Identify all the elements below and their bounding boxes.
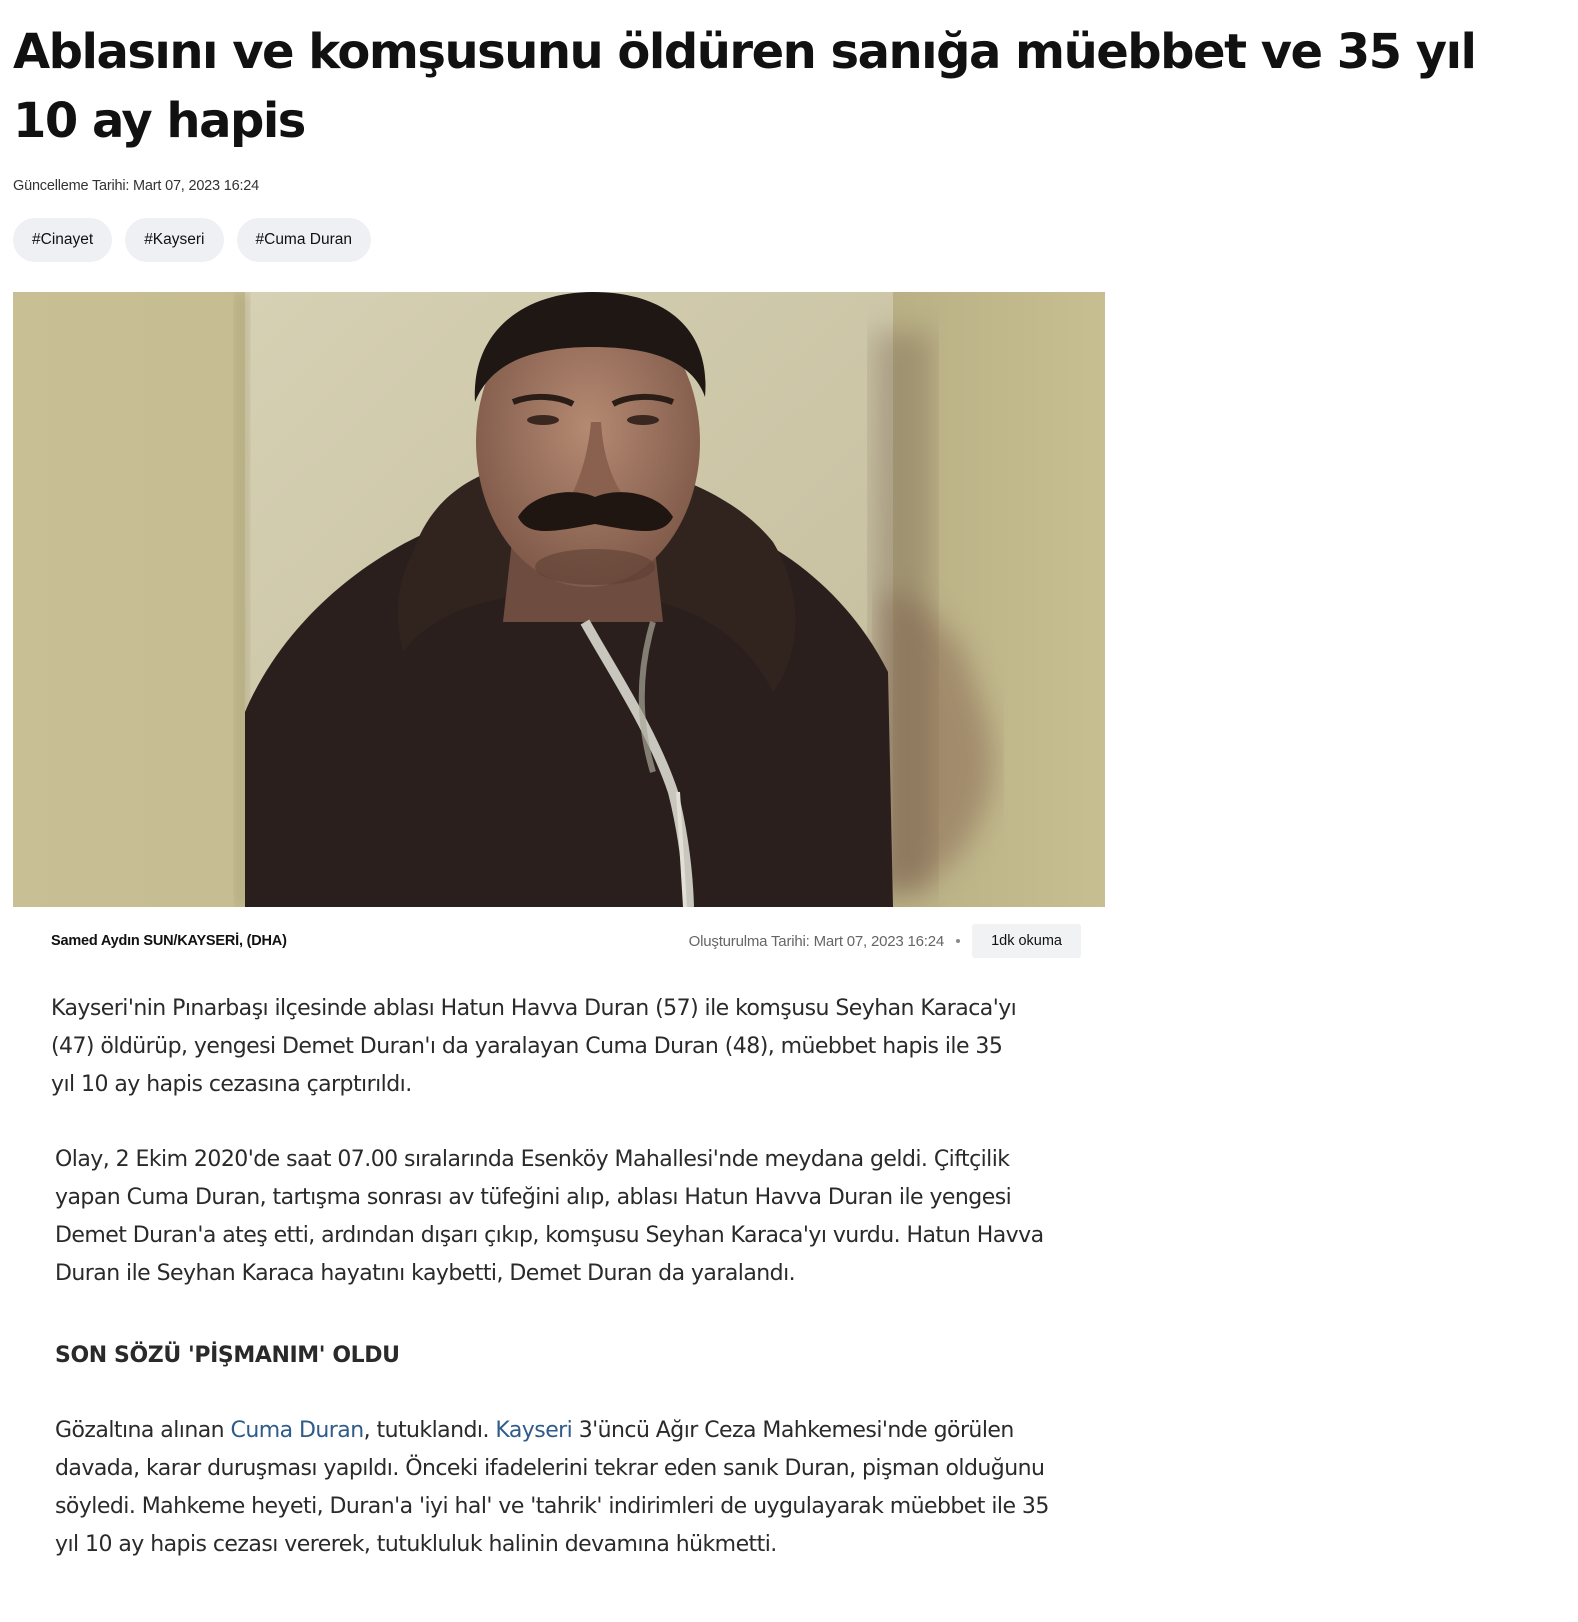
- article-body: [13, 990, 1113, 1564]
- meta-right: [689, 924, 1081, 958]
- paragraph-2: Olay, 2 Ekim 2020'de saat 07.00 sıralarında Esenköy Mahallesi'nde meydana geldi. Çiftçilik yapan Cuma Duran, tartışma sonrası av tüfeğini alıp, ablası Hatun Havva Duran ile yengesi Demet Duran'a ateş etti, ardından dışarı çıkıp, komşusu Seyhan Karaca'yı vurdu. Hatun Havva Duran ile Seyhan Karaca hayatını kaybetti, Demet Duran da yaralandı.: [55, 1147, 1044, 1286]
- hero-photo: [13, 292, 1105, 907]
- created-date: Oluşturulma Tarihi: Mart 07, 2023 16:24: [688, 932, 945, 950]
- link-kayseri[interactable]: Kayseri: [495, 1418, 573, 1443]
- section-subheading: SON SÖZÜ 'PİŞMANIM' OLDU: [55, 1343, 400, 1368]
- paragraph-1: Kayseri'nin Pınarbaşı ilçesinde ablası Hatun Havva Duran (57) ile komşusu Seyhan Karaca'yı (47) öldürüp, yengesi Demet Duran'ı da yaralayan Cuma Duran (48), müebbet hapis ile 35 yıl 10 ay hapis cezasına çarptırıldı.: [51, 996, 1017, 1097]
- separator-dot: [956, 939, 960, 943]
- read-time-badge: 1dk okuma: [972, 924, 1081, 958]
- link-cuma-duran[interactable]: Cuma Duran: [230, 1418, 364, 1443]
- paragraph-3-text-1: Gözaltına alınan: [55, 1418, 231, 1443]
- paragraph-3-text-3: 3'üncü Ağır Ceza Mahkemesi'nde görülen davada, karar duruşması yapıldı. Önceki ifadelerini tekrar eden sanık Duran, pişman olduğunu söyledi. Mahkeme heyeti, Duran'a 'iyi hal' ve 'tahrik' indirimleri de uygulayarak müebbet ile 35 yıl 10 ay hapis cezası vererek, tutukluluk halinin devamına hükmetti.: [55, 1418, 1049, 1557]
- tag-cuma-duran[interactable]: #Cuma Duran: [237, 218, 372, 262]
- paragraph-3-text-2: , tutuklandı.: [363, 1418, 496, 1443]
- news-article: [13, 0, 1553, 1557]
- paragraph-3: [55, 1412, 1055, 1564]
- updated-date: Güncelleme Tarihi: Mart 07, 2023 16:24: [13, 178, 260, 194]
- article-meta: [51, 923, 1081, 959]
- article-headline: Ablasını ve komşusunu öldüren sanığa müebbet ve 35 yıl 10 ay hapis: [13, 24, 1476, 149]
- man-in-hoodie-photo: [13, 292, 1105, 907]
- tag-list: [13, 218, 1553, 262]
- tag-cinayet[interactable]: #Cinayet: [13, 218, 112, 262]
- tag-kayseri[interactable]: #Kayseri: [125, 218, 223, 262]
- author-byline: Samed Aydın SUN/KAYSERİ, (DHA): [51, 933, 287, 949]
